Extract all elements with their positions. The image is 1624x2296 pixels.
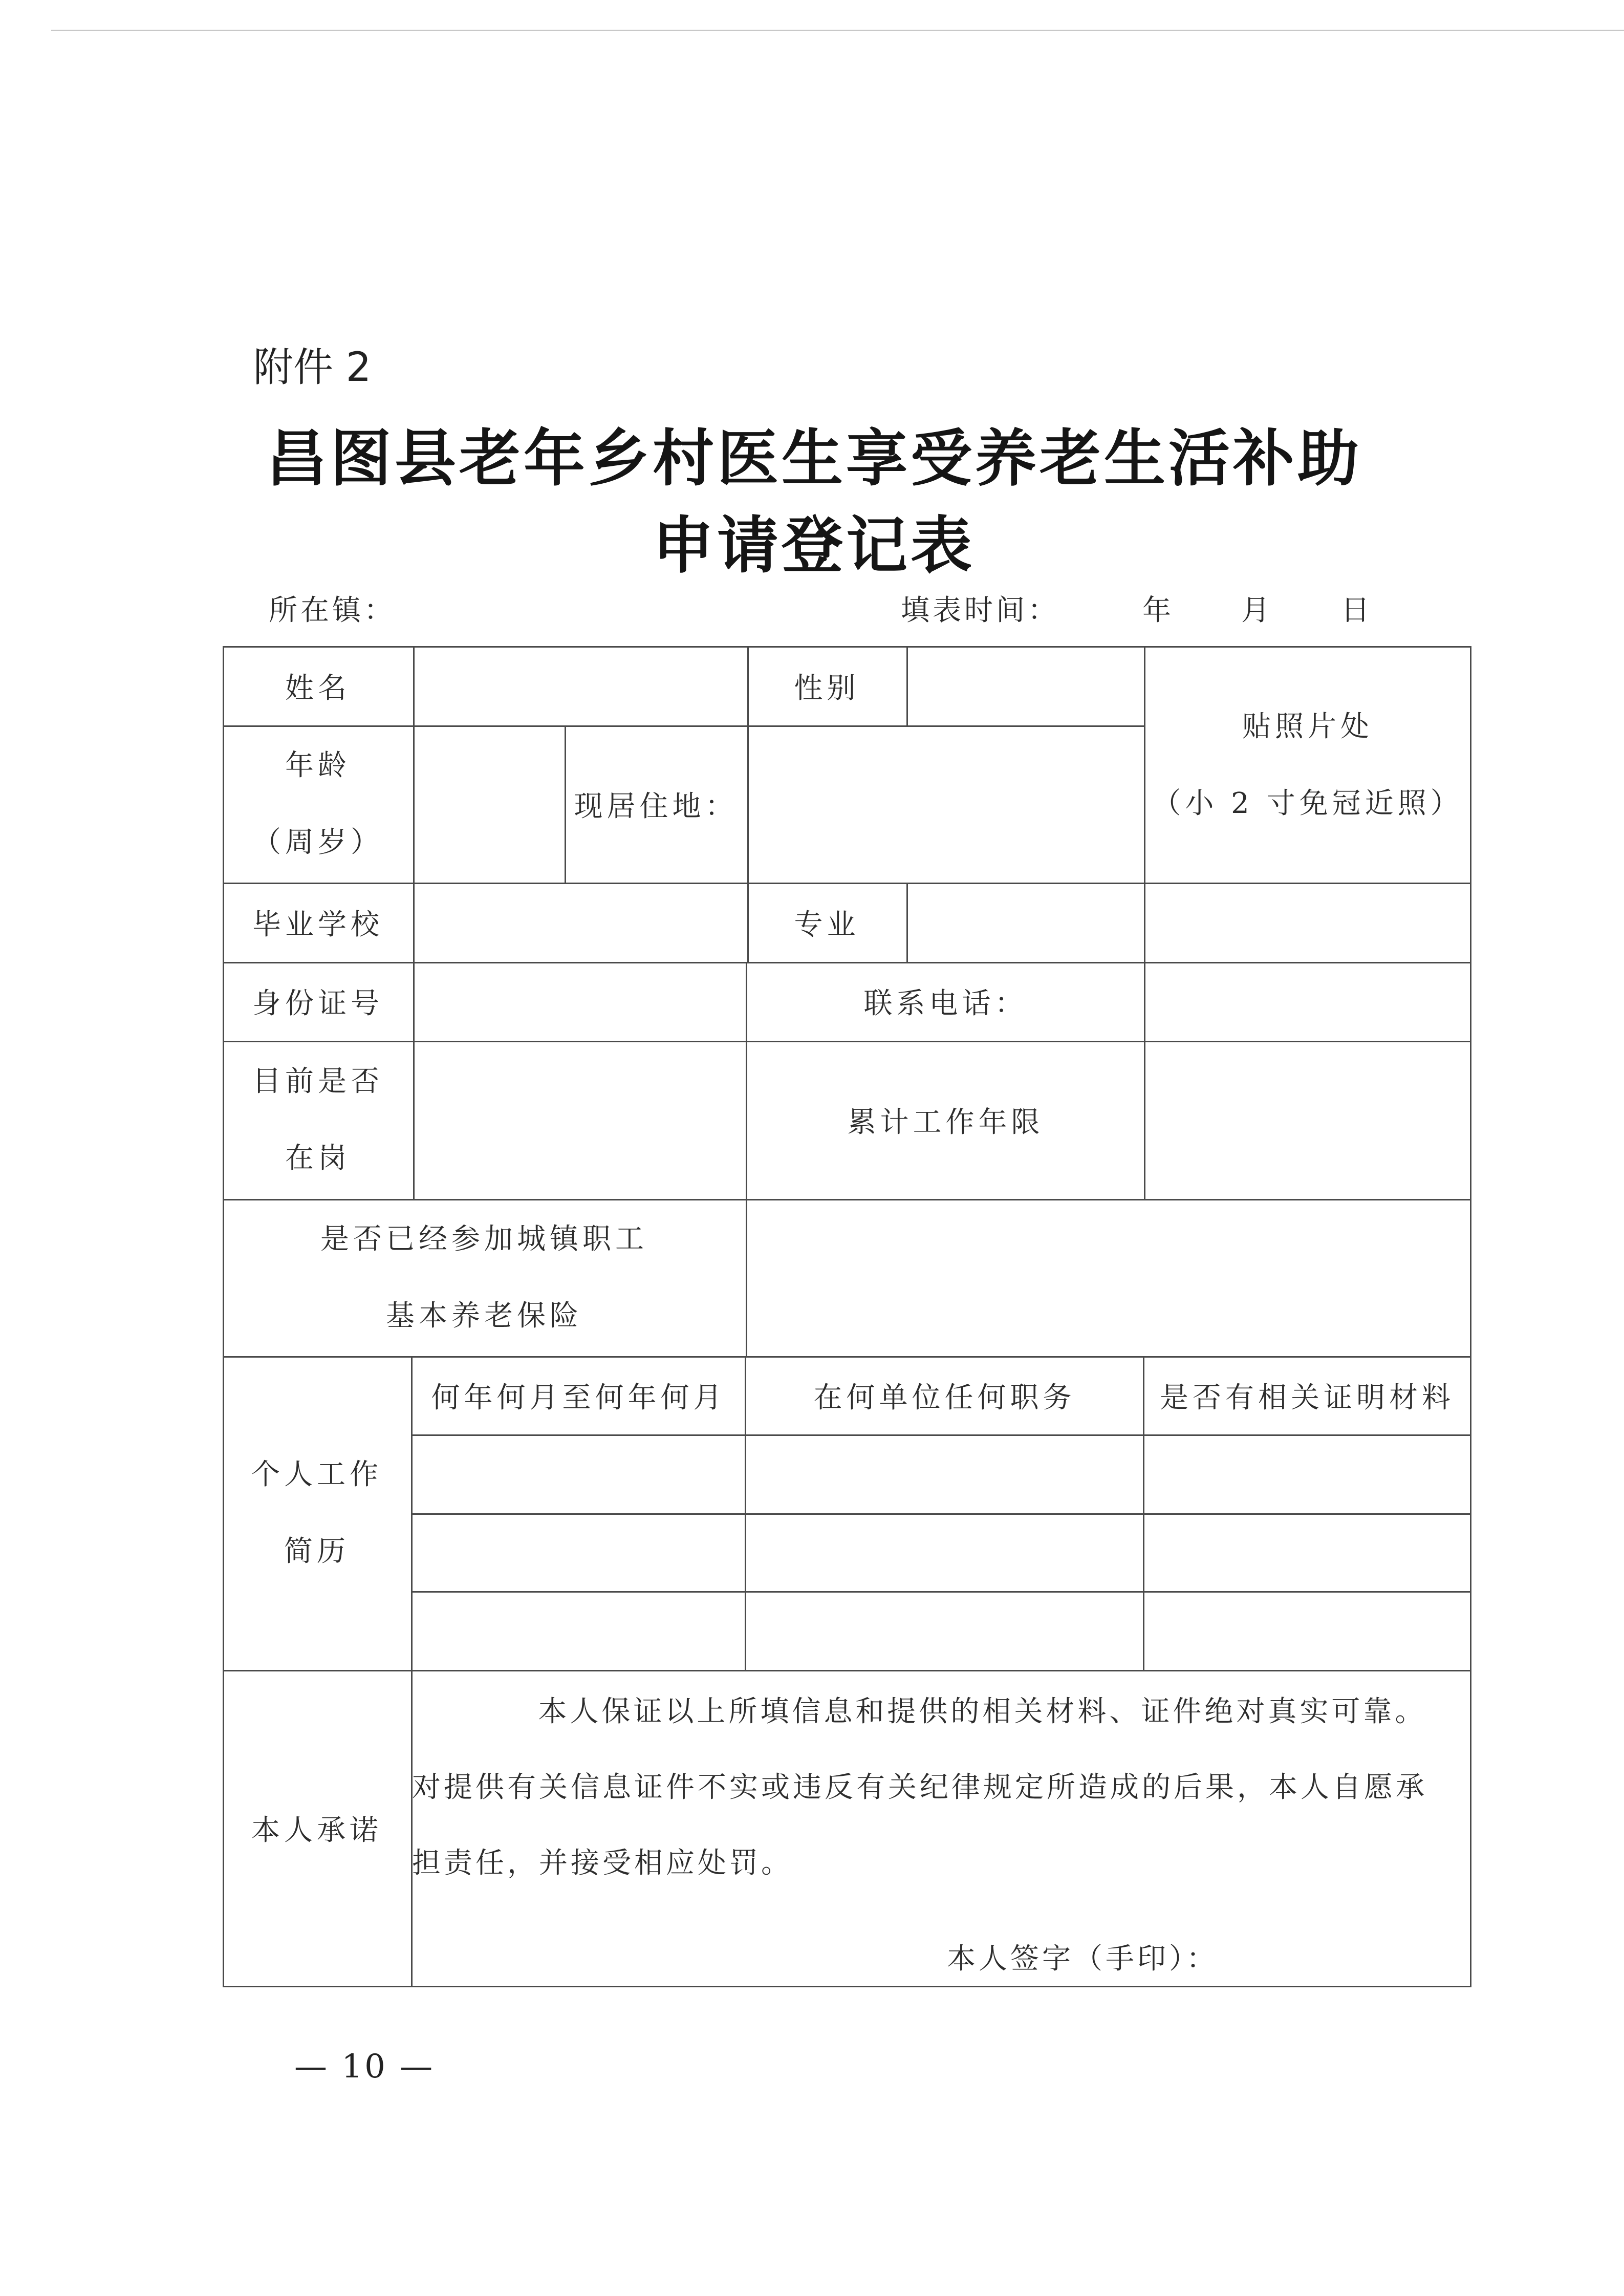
work-resume-label <box>223 1356 411 1670</box>
age-label-line2: （周岁） <box>252 825 383 859</box>
year-label: 年 <box>1142 594 1174 627</box>
pension-label-line2: 基本养老保险 <box>386 1299 582 1333</box>
phone-label: 联系电话： <box>863 987 1028 1020</box>
pension-insurance-label <box>223 1199 746 1356</box>
work-years-label: 累计工作年限 <box>847 1105 1044 1139</box>
pledge-statement <box>412 1674 1456 1901</box>
age-field[interactable] <box>415 727 565 883</box>
month-label: 月 <box>1241 594 1273 627</box>
on-duty-label-line2: 在岗 <box>285 1141 351 1175</box>
resume-proof-cell[interactable] <box>1144 1593 1470 1670</box>
gender-field[interactable] <box>908 648 1144 725</box>
resume-position-cell[interactable] <box>746 1515 1143 1591</box>
resume-header-period: 何年何月至何年何月 <box>431 1381 726 1414</box>
phone-field[interactable] <box>1145 963 1470 1041</box>
town-label: 所在镇： <box>269 594 396 627</box>
resume-header-proof: 是否有相关证明材料 <box>1160 1381 1455 1414</box>
age-label <box>223 725 413 883</box>
photo-label-line1: 贴照片处 <box>1242 710 1373 743</box>
gender-label: 性别 <box>794 671 860 705</box>
form-title-line2: 申请登记表 <box>653 509 975 582</box>
table-border-bottom <box>223 1986 1471 1987</box>
work-years-field[interactable] <box>1145 1042 1470 1199</box>
age-label-line1: 年龄 <box>285 748 351 782</box>
resume-period-cell[interactable] <box>413 1436 745 1513</box>
resume-label-line2: 简历 <box>284 1534 350 1568</box>
pension-label-line1: 是否已经参加城镇职工 <box>320 1222 648 1256</box>
resume-period-cell[interactable] <box>413 1593 745 1670</box>
school-field[interactable] <box>415 884 747 962</box>
resume-position-cell[interactable] <box>746 1593 1143 1670</box>
resume-header-position: 在何单位任何职务 <box>813 1381 1076 1414</box>
on-duty-field[interactable] <box>415 1042 746 1199</box>
name-label: 姓名 <box>285 671 351 705</box>
signature-label[interactable]: 本人签字（手印）： <box>947 1942 1218 1976</box>
name-field[interactable] <box>415 648 747 725</box>
resume-position-cell[interactable] <box>746 1436 1143 1513</box>
id-number-label: 身份证号 <box>252 987 383 1020</box>
resume-label-line1: 个人工作 <box>251 1457 382 1491</box>
major-label: 专业 <box>794 908 860 941</box>
on-duty-label-line1: 目前是否 <box>252 1064 383 1098</box>
school-label: 毕业学校 <box>252 908 383 941</box>
day-label: 日 <box>1341 594 1373 627</box>
photo-label-line2: （小 2 寸免冠近照） <box>1152 786 1463 820</box>
table-border-right <box>1470 646 1471 1987</box>
form-title-line1: 昌图县老年乡村医生享受养老生活补助 <box>266 422 1362 495</box>
pledge-label: 本人承诺 <box>251 1813 382 1847</box>
on-duty-label <box>223 1041 413 1199</box>
id-number-field[interactable] <box>415 963 746 1041</box>
photo-placeholder[interactable] <box>1145 648 1470 883</box>
attachment-label: 附件 2 <box>253 345 372 391</box>
pension-insurance-field[interactable] <box>747 1200 1470 1356</box>
fill-date-label: 填表时间： <box>901 594 1059 627</box>
application-form-table <box>223 646 1471 1987</box>
resume-period-cell[interactable] <box>413 1515 745 1591</box>
major-field[interactable] <box>908 884 1144 962</box>
page-number: — 10 — <box>294 2048 435 2086</box>
pledge-text: 本人保证以上所填信息和提供的相关材料、证件绝对真实可靠。对提供有关信息证件不实或违反有关纪律规定所造成的后果，本人自愿承担责任，并接受相应处罚。 <box>412 1695 1427 1880</box>
address-field[interactable] <box>749 727 1144 883</box>
address-label: 现居住地： <box>574 789 738 823</box>
resume-proof-cell[interactable] <box>1144 1436 1470 1513</box>
scan-top-edge <box>51 30 1624 31</box>
resume-proof-cell[interactable] <box>1144 1515 1470 1591</box>
